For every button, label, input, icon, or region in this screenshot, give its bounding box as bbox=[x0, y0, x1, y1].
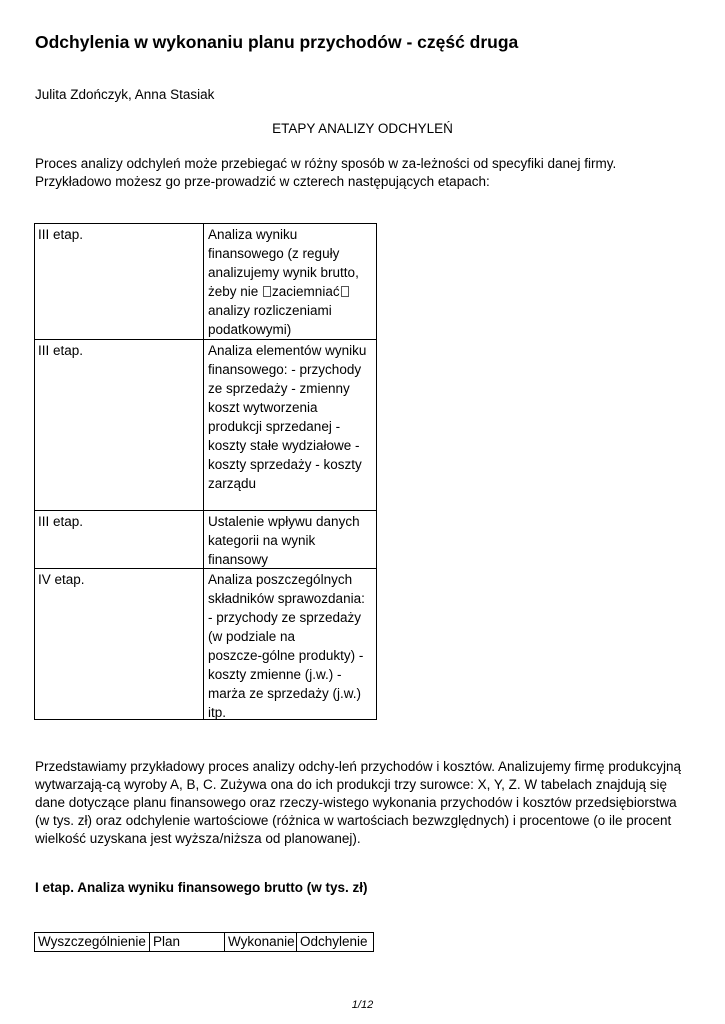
section-heading: ETAPY ANALIZY ODCHYLEŃ bbox=[272, 121, 453, 136]
stage-description-line: analizy rozliczeniami bbox=[208, 303, 332, 318]
stage-description-line: finansowego: - przychody bbox=[208, 362, 362, 377]
stage-description-line: - przychody ze sprzedaży bbox=[208, 610, 362, 625]
stage-description-line: Analiza elementów wyniku bbox=[208, 343, 367, 358]
table-header-cell: Wykonanie bbox=[225, 933, 297, 951]
stage-description-line: koszty zmienne (j.w.) - bbox=[208, 667, 342, 682]
stage-row bbox=[35, 510, 376, 568]
description-line: (w tys. zł) oraz odchylenie wartościowe (różnica w wartościach bezwzględnych) i procentowe (o ile procent bbox=[35, 813, 672, 828]
stage-description-line: ze sprzedaży - zmienny bbox=[208, 381, 350, 396]
table-header-cell: Wyszczególnienie bbox=[35, 933, 150, 951]
stage-description-line: (w podziale na bbox=[208, 629, 296, 644]
stage-description-line: koszt wytworzenia bbox=[208, 400, 318, 415]
intro-line: Proces analizy odchyleń może przebiegać w różny sposób w za-leżności od specyfiki danej firmy. bbox=[35, 156, 617, 171]
description-line: dane dotyczące planu finansowego oraz rzeczy-wistego wykonania przychodów i kosztów przedsiębiorstwa bbox=[35, 795, 677, 810]
intro-paragraph bbox=[35, 155, 616, 191]
stage-description-line: analizujemy wynik brutto, bbox=[208, 265, 359, 280]
missing-glyph-icon bbox=[263, 286, 271, 297]
stage-description bbox=[204, 511, 376, 568]
description-line: wytwarzają-cą wyroby A, B, C. Zużywa ona do ich produkcji trzy surowce: X, Y, Z. W tabelach znajdują się bbox=[35, 777, 668, 792]
stage-description-line: koszty sprzedaży - koszty bbox=[208, 457, 362, 472]
table-header-cell: Plan bbox=[150, 933, 225, 951]
page-number: 1/12 bbox=[351, 999, 374, 1011]
stage-label: III etap. bbox=[35, 340, 204, 510]
stage-description-line: Analiza wyniku bbox=[208, 227, 298, 242]
stage-description bbox=[204, 569, 376, 719]
stage-label: IV etap. bbox=[35, 569, 204, 719]
description-line: Przedstawiamy przykładowy proces analizy odchy-leń przychodów i kosztów. Analizujemy firmę produkcyjną bbox=[35, 759, 682, 774]
stage-row bbox=[35, 568, 376, 719]
stage-description bbox=[204, 224, 376, 339]
stage-description-line: Analiza poszczególnych bbox=[208, 572, 353, 587]
stage-label: III etap. bbox=[35, 224, 204, 339]
stage-description-line: itp. bbox=[208, 705, 227, 720]
financial-table-header bbox=[34, 932, 374, 952]
authors: Julita Zdończyk, Anna Stasiak bbox=[35, 87, 215, 102]
description-line: wielkość uzyskana jest wyższa/niższa od planowanej). bbox=[35, 831, 361, 846]
stage-description-line: składników sprawozdania: bbox=[208, 591, 365, 606]
stage-description-line: finansowy bbox=[208, 552, 269, 567]
stage-row bbox=[35, 224, 376, 339]
stage-description-line: Ustalenie wpływu danych bbox=[208, 514, 360, 529]
stage-label: III etap. bbox=[35, 511, 204, 568]
description-paragraph bbox=[35, 758, 681, 848]
stage-description-line: produkcji sprzedanej - bbox=[208, 419, 341, 434]
stage-description-line: koszty stałe wydziałowe - bbox=[208, 438, 360, 453]
table-header-cell: Odchylenie bbox=[300, 934, 368, 949]
page-title: Odchylenia w wykonaniu planu przychodów - część druga bbox=[35, 32, 519, 52]
stage-description-line: kategorii na wynik bbox=[208, 533, 316, 548]
stage-description bbox=[204, 340, 376, 510]
stage-description-line: finansowego (z reguły bbox=[208, 246, 340, 261]
stage-description-line: żeby nie zaciemniać bbox=[208, 282, 376, 301]
missing-glyph-icon bbox=[341, 286, 349, 297]
intro-line: Przykładowo możesz go prze-prowadzić w czterech następujących etapach: bbox=[35, 174, 490, 189]
stage-description-line: podatkowymi) bbox=[208, 322, 292, 337]
stage-description-line: zarządu bbox=[208, 476, 257, 491]
stage-description-line: poszcze-gólne produkty) - bbox=[208, 648, 364, 663]
subheading: I etap. Analiza wyniku finansowego brutto (w tys. zł) bbox=[35, 880, 368, 895]
stage-row bbox=[35, 339, 376, 510]
stage-description-line: marża ze sprzedaży (j.w.) bbox=[208, 686, 362, 701]
stages-table bbox=[34, 223, 377, 720]
